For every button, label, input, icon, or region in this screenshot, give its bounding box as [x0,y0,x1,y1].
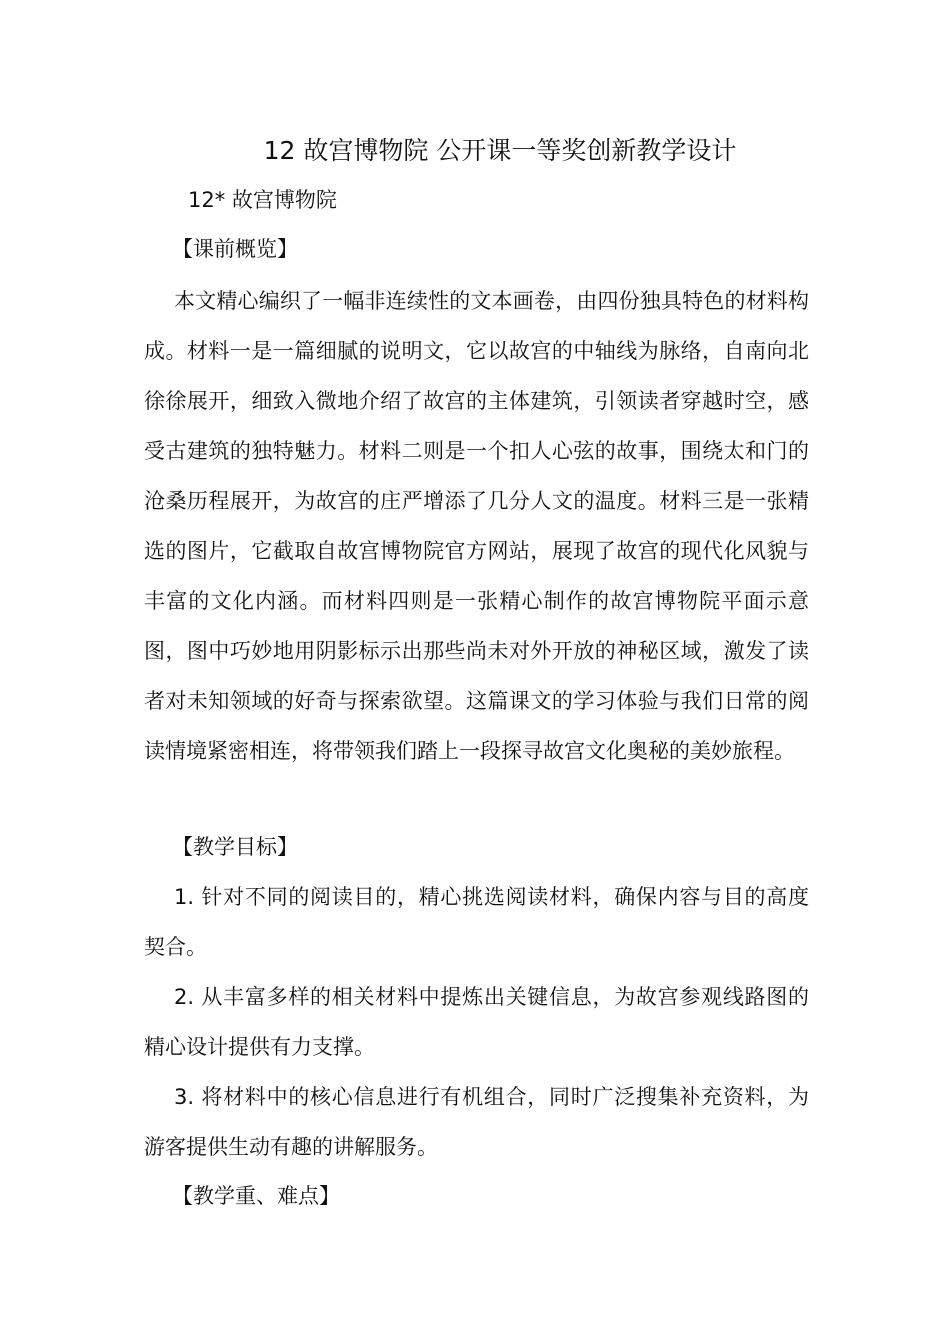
goal-item-3: 3. 将材料中的核心信息进行有机组合，同时广泛搜集补充资料，为游客提供生动有趣的讲解服务。 [144,1085,809,1159]
lesson-subtitle: 12* 故宫博物院 [188,188,337,212]
goal-item-2: 2. 从丰富多样的相关材料中提炼出关键信息，为故宫参观线路图的精心设计提供有力支撑。 [144,985,809,1059]
overview-paragraph: 本文精心编织了一幅非连续性的文本画卷，由四份独具特色的材料构成。材料一是一篇细腻的说明文，它以故宫的中轴线为脉络，自南向北徐徐展开，细致入微地介绍了故宫的主体建筑，引领读者穿越时空，感受古建筑的独特魅力。材料二则是一个扣人心弦的故事，围绕太和门的沧桑历程展开，为故宫的庄严增添了几分人文的温度。材料三是一张精选的图片，它截取自故宫博物院官方网站，展现了故宫的现代化风貌与丰富的文化内涵。而材料四则是一张精心制作的故宫博物院平面示意图，图中巧妙地用阴影标示出那些尚未对外开放的神秘区域，激发了读者对未知领域的好奇与探索欲望。这篇课文的学习体验与我们日常的阅读情境紧密相连，将带领我们踏上一段探寻故宫文化奥秘的美妙旅程。 [144,289,809,763]
section-heading-overview: 【课前概览】 [172,237,298,261]
section-heading-keypoints: 【教学重、难点】 [172,1184,340,1208]
document-title: 12 故宫博物院 公开课一等奖创新教学设计 [263,136,737,165]
section-heading-goals: 【教学目标】 [172,835,298,859]
goal-item-1: 1. 针对不同的阅读目的，精心挑选阅读材料，确保内容与目的高度契合。 [144,885,809,959]
